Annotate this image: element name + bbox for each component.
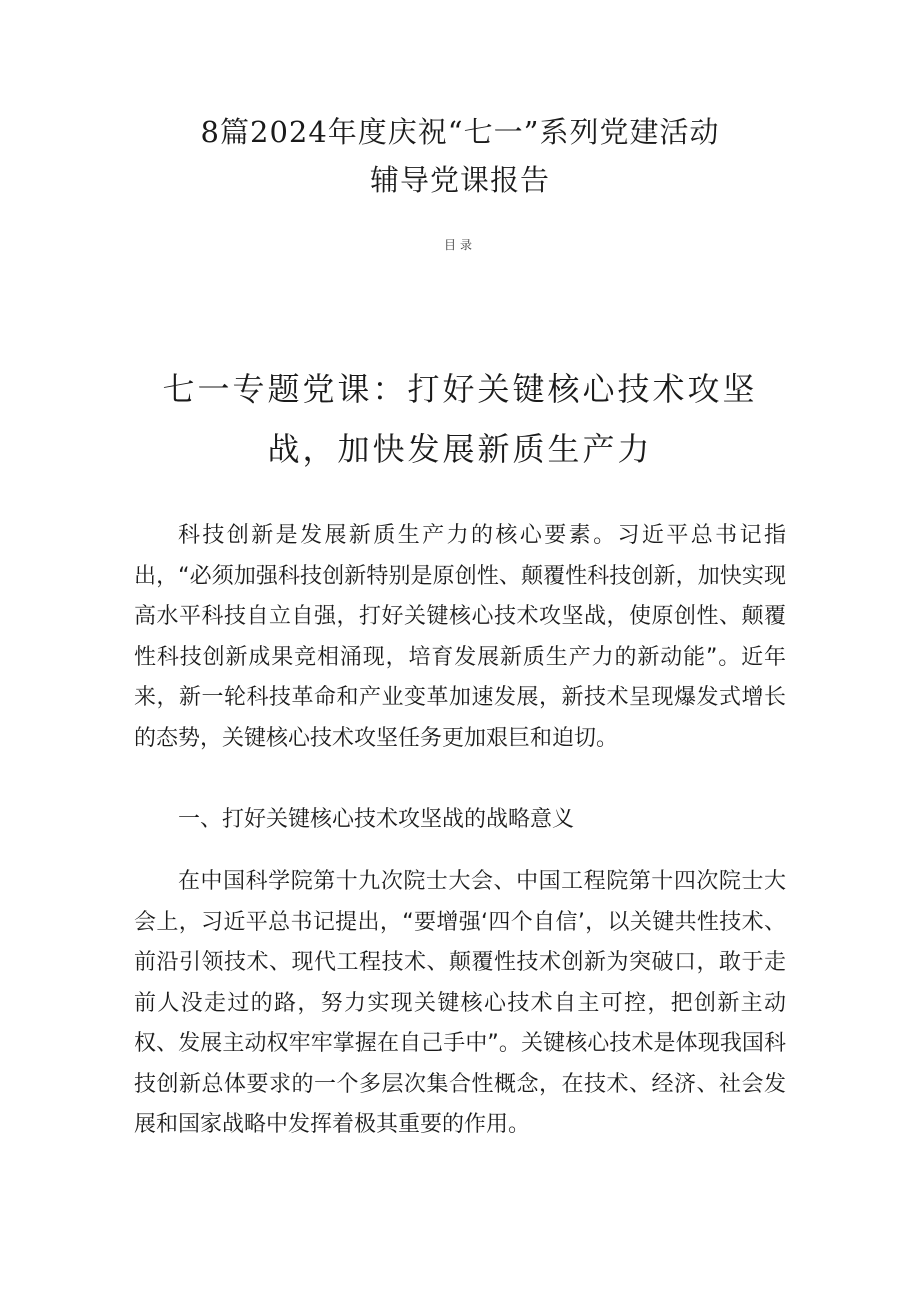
document-title-line-1: 8篇2024年度庆祝“七一”系列党建活动 xyxy=(200,115,720,149)
document-title-line-2: 辅导党课报告 xyxy=(369,163,550,197)
table-of-contents-label: 目录 xyxy=(443,238,476,252)
body-paragraph-2: 在中国科学院第十九次院士大会、中国工程院第十四次院士大会上，习近平总书记提出，“要增强‘四个自信’，以关键共性技术、前沿引领技术、现代工程技术、颠覆性技术创新为突破口，敢于走前人没走过的路，努力实现关键核心技术自主可控，把创新主动权、发展主动权牢牢掌握在自己手中”。关键核心技术是体现我国科技创新总体要求的一个多层次集合性概念，在技术、经济、社会发展和国家战略中发挥着极其重要的作用。 xyxy=(134,869,786,1137)
subheading-strategic-significance: 一、打好关键核心技术攻坚战的战略意义 xyxy=(178,807,575,832)
section-title-line-1: 七一专题党课：打好关键核心技术攻坚 xyxy=(162,370,758,408)
intro-paragraph: 科技创新是发展新质生产力的核心要素。习近平总书记指出，“必须加强科技创新特别是原创性、颠覆性科技创新，加快实现高水平科技自立自强，打好关键核心技术攻坚战，使原创性、颠覆性科技创新成果竞相涌现，培育发展新质生产力的新动能”。近年来，新一轮科技革命和产业变革加速发展，新技术呈现爆发式增长的态势，关键核心技术攻坚任务更加艰巨和迫切。 xyxy=(134,523,786,751)
section-title-line-2: 战，加快发展新质生产力 xyxy=(267,430,653,468)
